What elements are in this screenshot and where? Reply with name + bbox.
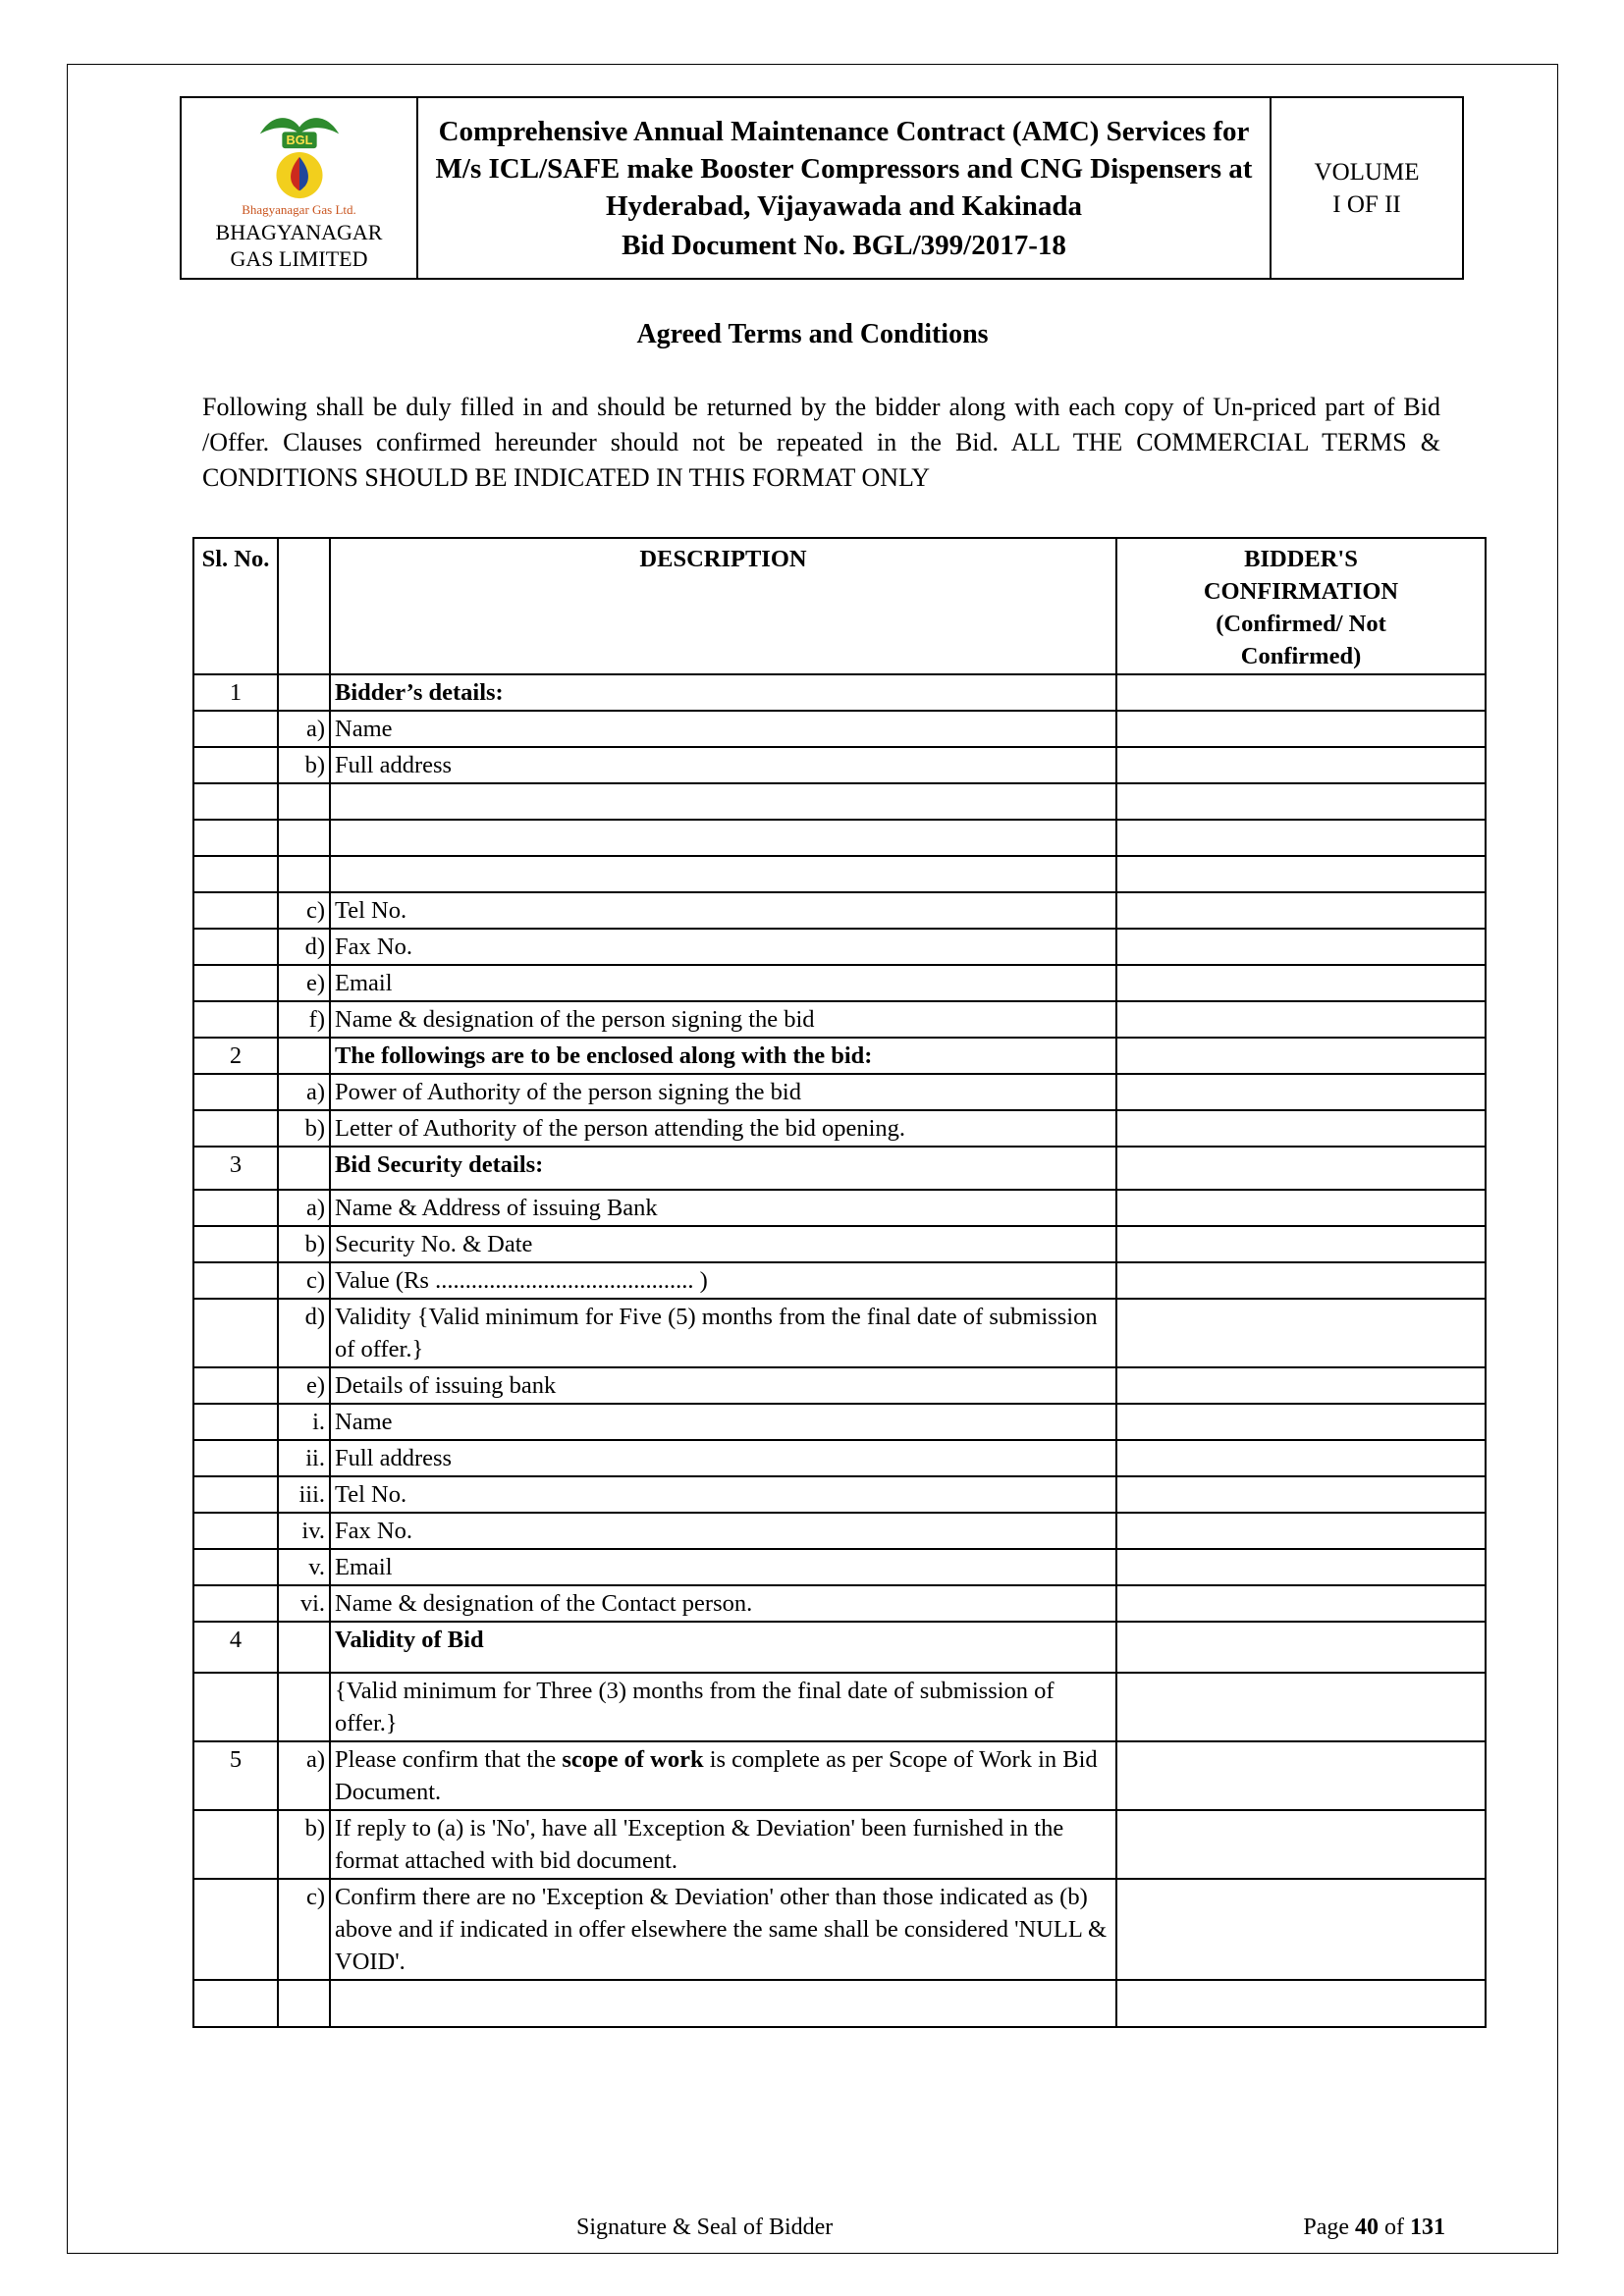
- row-confirmation-cell: [1116, 1585, 1486, 1622]
- row-serial-cell: 5: [193, 1741, 278, 1810]
- row-description-cell: Letter of Authority of the person attending the bid opening.: [330, 1110, 1116, 1147]
- row-description-cell: Bidder’s details:: [330, 674, 1116, 711]
- row-confirmation-cell: [1116, 1110, 1486, 1147]
- row-description-cell: Confirm there are no 'Exception & Deviation' other than those indicated as (b) above and if indicated in offer elsewhere the same shall be considered 'NULL & VOID'.: [330, 1879, 1116, 1980]
- row-confirmation-cell: [1116, 1879, 1486, 1980]
- row-letter-cell: c): [278, 892, 330, 929]
- row-letter-cell: vi.: [278, 1585, 330, 1622]
- row-serial-cell: [193, 856, 278, 892]
- row-description-cell: Security No. & Date: [330, 1226, 1116, 1262]
- row-serial-cell: [193, 1299, 278, 1367]
- row-confirmation-cell: [1116, 1741, 1486, 1810]
- row-letter-cell: [278, 674, 330, 711]
- row-confirmation-cell: [1116, 1404, 1486, 1440]
- logo-tagline: Bhagyanagar Gas Ltd.: [242, 202, 356, 217]
- header-table: [180, 96, 1464, 280]
- row-description-cell: Full address: [330, 1440, 1116, 1476]
- page-word: Page: [1303, 2215, 1349, 2240]
- section-title: Agreed Terms and Conditions: [636, 319, 989, 349]
- row-serial-cell: [193, 711, 278, 747]
- row-description-cell: Name: [330, 1404, 1116, 1440]
- row-confirmation-cell: [1116, 1980, 1486, 2027]
- table-row: [193, 1741, 1486, 1810]
- row-serial-cell: [193, 892, 278, 929]
- row-serial-cell: [193, 1810, 278, 1879]
- volume-line1: VOLUME: [1314, 158, 1420, 186]
- bid-document-number: Bid Document No. BGL/399/2017-18: [622, 229, 1066, 261]
- row-confirmation-cell: [1116, 1476, 1486, 1513]
- row-description-cell: Name & Address of issuing Bank: [330, 1190, 1116, 1226]
- row-letter-cell: d): [278, 929, 330, 965]
- table-row: [193, 1110, 1486, 1147]
- table-row: [193, 1299, 1486, 1367]
- row-letter-cell: iv.: [278, 1513, 330, 1549]
- row-confirmation-cell: [1116, 1549, 1486, 1585]
- page-border: [67, 64, 1558, 2254]
- row-serial-cell: 1: [193, 674, 278, 711]
- table-row: [193, 711, 1486, 747]
- row-letter-cell: i.: [278, 1404, 330, 1440]
- volume-line2: I OF II: [1332, 190, 1401, 218]
- row-confirmation-cell: [1116, 1810, 1486, 1879]
- header-sl-no: Sl. No.: [193, 538, 278, 674]
- row-serial-cell: [193, 1190, 278, 1226]
- row-letter-cell: iii.: [278, 1476, 330, 1513]
- row-letter-cell: e): [278, 965, 330, 1001]
- row-description-cell: [330, 1741, 1116, 1810]
- row-description-cell: Fax No.: [330, 929, 1116, 965]
- table-row: [193, 1226, 1486, 1262]
- row-description-cell: Value (Rs ........................................... ): [330, 1262, 1116, 1299]
- table-row: [193, 674, 1486, 711]
- terms-table-body: [193, 674, 1486, 2027]
- row-description-cell: [330, 783, 1116, 820]
- row-serial-cell: [193, 820, 278, 856]
- row-letter-cell: [278, 1622, 330, 1673]
- title-cell: [417, 97, 1271, 279]
- table-row: [193, 1879, 1486, 1980]
- row-description-cell: Email: [330, 1549, 1116, 1585]
- header-description: DESCRIPTION: [330, 538, 1116, 674]
- document-title: Comprehensive Annual Maintenance Contract (AMC) Services for M/s ICL/SAFE make Booster Compressors and CNG Dispensers at Hyderabad, Vijayawada and Kakinada: [435, 115, 1253, 222]
- row-confirmation-cell: [1116, 1299, 1486, 1367]
- table-row: [193, 1038, 1486, 1074]
- header-row: [181, 97, 1463, 279]
- table-row: [193, 1404, 1486, 1440]
- terms-table: [192, 537, 1487, 2028]
- table-row: [193, 1074, 1486, 1110]
- row-confirmation-cell: [1116, 892, 1486, 929]
- description-segment: Please confirm that the: [335, 1746, 563, 1773]
- company-name-line1: BHAGYANAGAR: [215, 220, 383, 244]
- row-serial-cell: [193, 1879, 278, 1980]
- row-serial-cell: [193, 1980, 278, 2027]
- row-description-cell: Power of Authority of the person signing the bid: [330, 1074, 1116, 1110]
- row-description-cell: Validity {Valid minimum for Five (5) months from the final date of submission of offer.}: [330, 1299, 1116, 1367]
- row-serial-cell: [193, 1404, 278, 1440]
- svg-text:BGL: BGL: [286, 133, 312, 148]
- row-serial-cell: [193, 747, 278, 783]
- header-letter: [278, 538, 330, 674]
- table-row: [193, 747, 1486, 783]
- header-confirmation-text: BIDDER'S CONFIRMATION (Confirmed/ Not Confirmed): [1203, 546, 1399, 669]
- row-confirmation-cell: [1116, 1001, 1486, 1038]
- table-row: [193, 820, 1486, 856]
- row-letter-cell: a): [278, 1190, 330, 1226]
- table-row: [193, 892, 1486, 929]
- row-letter-cell: b): [278, 747, 330, 783]
- row-confirmation-cell: [1116, 856, 1486, 892]
- table-row: [193, 1622, 1486, 1673]
- table-row: [193, 783, 1486, 820]
- table-row: [193, 1513, 1486, 1549]
- row-serial-cell: [193, 1440, 278, 1476]
- row-letter-cell: c): [278, 1262, 330, 1299]
- row-letter-cell: a): [278, 1741, 330, 1810]
- table-row: [193, 965, 1486, 1001]
- row-serial-cell: [193, 1110, 278, 1147]
- total-pages: 131: [1410, 2215, 1445, 2240]
- row-serial-cell: [193, 1549, 278, 1585]
- row-letter-cell: b): [278, 1226, 330, 1262]
- table-row: [193, 1001, 1486, 1038]
- row-serial-cell: [193, 1367, 278, 1404]
- row-letter-cell: a): [278, 1074, 330, 1110]
- row-serial-cell: 3: [193, 1147, 278, 1190]
- row-confirmation-cell: [1116, 929, 1486, 965]
- table-row: [193, 1440, 1486, 1476]
- table-row: [193, 1810, 1486, 1879]
- row-serial-cell: [193, 1262, 278, 1299]
- row-serial-cell: [193, 965, 278, 1001]
- company-logo-icon: [246, 104, 352, 202]
- table-row: [193, 1476, 1486, 1513]
- table-row: [193, 1190, 1486, 1226]
- row-letter-cell: v.: [278, 1549, 330, 1585]
- description-segment: is complete as per Scope of Work in Bid Document.: [335, 1746, 1098, 1805]
- row-letter-cell: [278, 1673, 330, 1741]
- row-confirmation-cell: [1116, 1673, 1486, 1741]
- row-serial-cell: [193, 1476, 278, 1513]
- row-confirmation-cell: [1116, 1513, 1486, 1549]
- page-number: 40: [1355, 2215, 1379, 2240]
- row-confirmation-cell: [1116, 1190, 1486, 1226]
- row-description-cell: Tel No.: [330, 1476, 1116, 1513]
- row-serial-cell: [193, 1226, 278, 1262]
- row-serial-cell: [193, 783, 278, 820]
- table-row: [193, 1549, 1486, 1585]
- of-word: of: [1384, 2215, 1404, 2240]
- row-serial-cell: [193, 1074, 278, 1110]
- row-letter-cell: f): [278, 1001, 330, 1038]
- row-confirmation-cell: [1116, 820, 1486, 856]
- table-row: [193, 1147, 1486, 1190]
- row-serial-cell: [193, 1513, 278, 1549]
- row-description-cell: {Valid minimum for Three (3) months from the final date of submission of offer.}: [330, 1673, 1116, 1741]
- row-serial-cell: [193, 1585, 278, 1622]
- row-description-cell: [330, 820, 1116, 856]
- page-indicator: [1303, 2215, 1445, 2241]
- row-description-cell: Full address: [330, 747, 1116, 783]
- row-confirmation-cell: [1116, 1622, 1486, 1673]
- row-description-cell: The followings are to be enclosed along with the bid:: [330, 1038, 1116, 1074]
- description-bold-segment: scope of work: [562, 1746, 704, 1773]
- row-confirmation-cell: [1116, 965, 1486, 1001]
- row-letter-cell: d): [278, 1299, 330, 1367]
- row-description-cell: Details of issuing bank: [330, 1367, 1116, 1404]
- row-letter-cell: a): [278, 711, 330, 747]
- row-confirmation-cell: [1116, 1074, 1486, 1110]
- row-letter-cell: [278, 783, 330, 820]
- row-confirmation-cell: [1116, 1038, 1486, 1074]
- row-letter-cell: b): [278, 1810, 330, 1879]
- row-letter-cell: e): [278, 1367, 330, 1404]
- company-name: [184, 219, 414, 272]
- signature-label: Signature & Seal of Bidder: [576, 2215, 834, 2240]
- row-description-cell: [330, 1980, 1116, 2027]
- row-serial-cell: 2: [193, 1038, 278, 1074]
- row-description-cell: Validity of Bid: [330, 1622, 1116, 1673]
- row-confirmation-cell: [1116, 1440, 1486, 1476]
- company-name-line2: GAS LIMITED: [230, 246, 368, 271]
- row-serial-cell: [193, 1673, 278, 1741]
- row-confirmation-cell: [1116, 747, 1486, 783]
- row-description-cell: Tel No.: [330, 892, 1116, 929]
- row-description-cell: Name: [330, 711, 1116, 747]
- row-description-cell: Bid Security details:: [330, 1147, 1116, 1190]
- header-confirmation: [1116, 538, 1486, 674]
- logo-cell: [181, 97, 417, 279]
- table-row: [193, 1367, 1486, 1404]
- row-letter-cell: [278, 1038, 330, 1074]
- intro-paragraph: Following shall be duly filled in and should be returned by the bidder along with each copy of Un-priced part of Bid /Offer. Clauses confirmed hereunder should not be repeated in the Bid. ALL THE COMMERCIAL TERMS & CONDITIONS SHOULD BE INDICATED IN THIS FORMAT ONLY: [202, 393, 1440, 492]
- row-confirmation-cell: [1116, 783, 1486, 820]
- row-description-cell: Name & designation of the person signing the bid: [330, 1001, 1116, 1038]
- row-confirmation-cell: [1116, 674, 1486, 711]
- row-letter-cell: b): [278, 1110, 330, 1147]
- table-row: [193, 1980, 1486, 2027]
- row-description-cell: Name & designation of the Contact person.: [330, 1585, 1116, 1622]
- row-serial-cell: [193, 929, 278, 965]
- table-row: [193, 856, 1486, 892]
- row-confirmation-cell: [1116, 1367, 1486, 1404]
- row-letter-cell: [278, 820, 330, 856]
- row-description-cell: Fax No.: [330, 1513, 1116, 1549]
- row-letter-cell: [278, 1147, 330, 1190]
- page-footer: [68, 2208, 1557, 2241]
- table-row: [193, 929, 1486, 965]
- table-row: [193, 1673, 1486, 1741]
- row-letter-cell: [278, 1980, 330, 2027]
- row-description-cell: If reply to (a) is 'No', have all 'Exception & Deviation' been furnished in the format attached with bid document.: [330, 1810, 1116, 1879]
- row-confirmation-cell: [1116, 1147, 1486, 1190]
- table-row: [193, 1585, 1486, 1622]
- row-letter-cell: c): [278, 1879, 330, 1980]
- row-letter-cell: ii.: [278, 1440, 330, 1476]
- row-description-cell: Email: [330, 965, 1116, 1001]
- row-description-cell: [330, 856, 1116, 892]
- row-letter-cell: [278, 856, 330, 892]
- row-confirmation-cell: [1116, 1262, 1486, 1299]
- table-row: [193, 1262, 1486, 1299]
- volume-cell: [1271, 97, 1463, 279]
- row-serial-cell: 4: [193, 1622, 278, 1673]
- row-confirmation-cell: [1116, 711, 1486, 747]
- table-header-row: [193, 538, 1486, 674]
- row-serial-cell: [193, 1001, 278, 1038]
- row-confirmation-cell: [1116, 1226, 1486, 1262]
